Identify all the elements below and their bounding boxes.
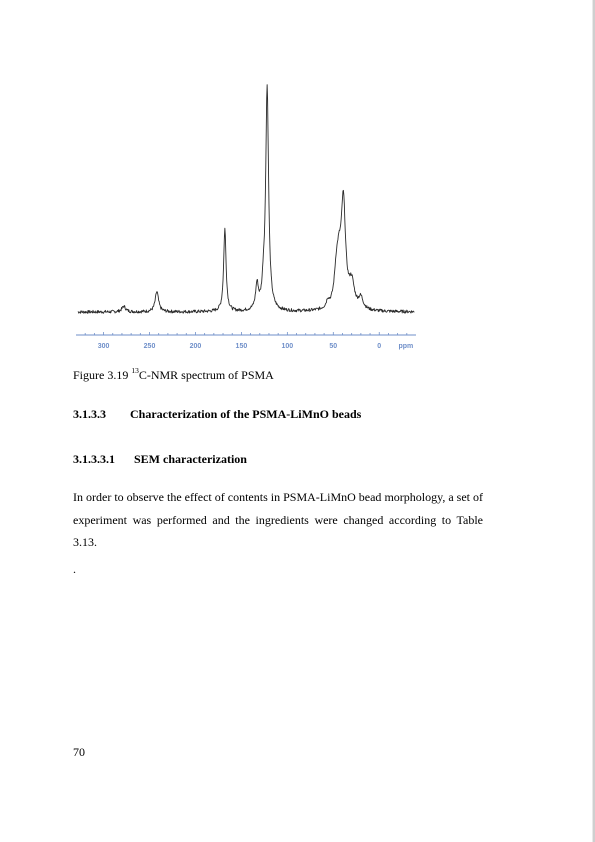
spectrum-line <box>78 85 414 314</box>
page-number: 70 <box>73 745 85 759</box>
x-tick-label: 150 <box>235 343 248 350</box>
x-tick-label: 50 <box>329 343 338 350</box>
figure-caption <box>73 368 274 383</box>
section-heading-3-1-3-3-1 <box>73 452 247 467</box>
section-title: Characterization of the PSMA-LiMnO beads <box>130 407 362 421</box>
x-tick-label: 300 <box>97 343 110 350</box>
body-paragraph: In order to observe the effect of contents in PSMA-LiMnO bead morphology, a set of experiment was performed and the ingredients were changed according to Table 3.13. <box>73 490 483 549</box>
subsection-title: SEM characterization <box>134 452 247 466</box>
stray-dot: . <box>73 562 76 576</box>
x-tick-label: 0 <box>377 343 382 350</box>
page-edge-shadow <box>592 0 593 842</box>
section-heading-3-1-3-3 <box>73 407 361 422</box>
plot-area <box>76 85 416 350</box>
x-tick-label: 200 <box>189 343 202 350</box>
x-axis-unit-label: ppm <box>398 343 414 350</box>
x-tick-label: 100 <box>281 343 294 350</box>
caption-text: C-NMR spectrum of PSMA <box>138 368 274 382</box>
section-number: 3.1.3.3 <box>73 407 106 421</box>
caption-prefix: Figure 3.19 <box>73 368 132 382</box>
nmr-spectrum-chart <box>68 72 420 357</box>
subsection-number: 3.1.3.3.1 <box>73 452 115 466</box>
x-tick-label: 250 <box>143 343 156 350</box>
caption-superscript: 13 <box>131 366 139 375</box>
